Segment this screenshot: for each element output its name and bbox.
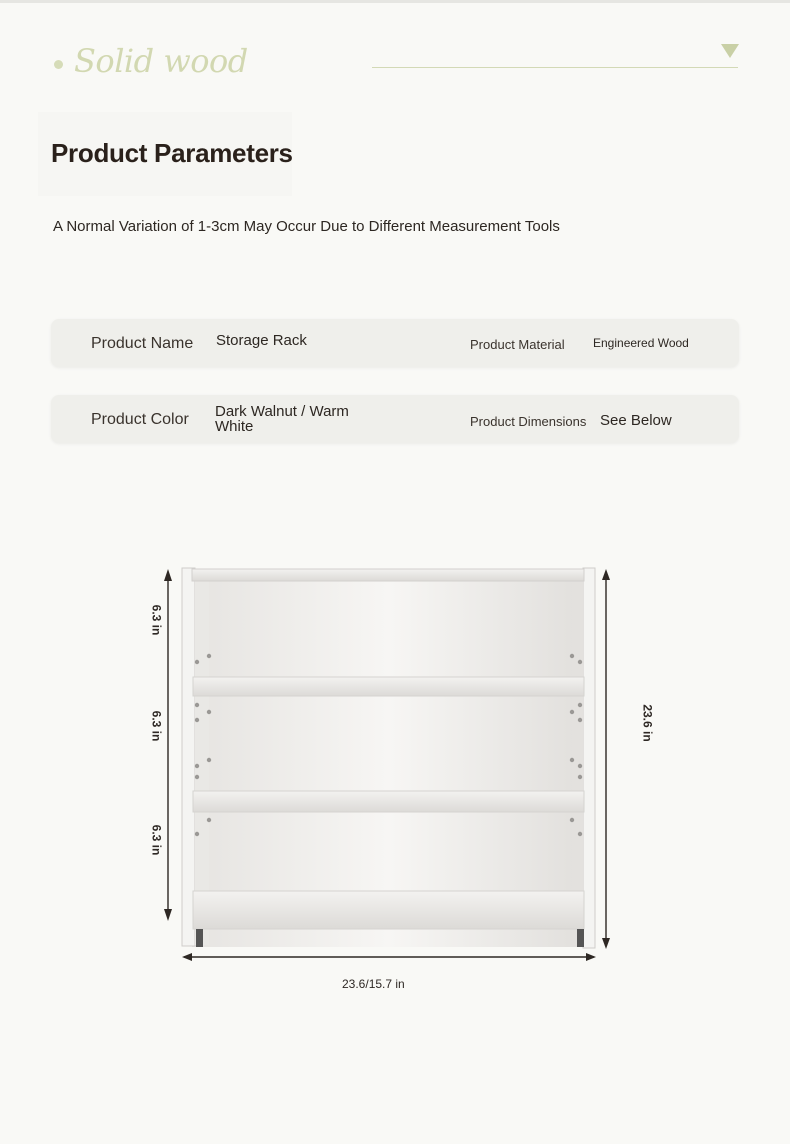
param-row-color-dimensions	[51, 395, 739, 443]
rack-top-board	[192, 569, 584, 581]
height-label: 23.6 in	[640, 704, 655, 742]
rack-foot-right	[577, 929, 584, 947]
width-arrow	[182, 953, 596, 961]
width-label: 23.6/15.7 in	[342, 977, 405, 991]
product-color-value: Dark Walnut / Warm White	[215, 403, 349, 435]
product-dimension-figure	[140, 555, 670, 1005]
rack-bottom-shelf	[193, 891, 584, 929]
product-dimensions-label: Product Dimensions	[470, 414, 587, 429]
header-rule	[372, 67, 738, 68]
top-divider	[0, 0, 790, 3]
product-color-label: Product Color	[91, 411, 189, 428]
rack-back-panel	[192, 569, 586, 947]
product-name-label: Product Name	[91, 335, 194, 352]
product-material-label: Product Material	[470, 337, 565, 352]
height-arrow	[602, 569, 610, 949]
product-material-value: Engineered Wood	[593, 336, 689, 350]
brand-title: Solid wood	[74, 42, 248, 80]
product-name-value: Storage Rack	[216, 332, 307, 349]
bullet-dot-icon	[54, 60, 63, 69]
storage-rack-illustration	[140, 555, 670, 1005]
triangle-down-icon	[721, 44, 739, 58]
shelf-gap-label-3: 6.3 in	[149, 824, 164, 856]
section-title: Product Parameters	[51, 138, 293, 168]
rack-shelf-2	[193, 791, 584, 812]
rack-left-panel	[182, 568, 195, 946]
shelf-gap-arrow	[164, 569, 172, 921]
param-row-name-material	[51, 319, 739, 367]
rack-right-panel	[583, 568, 595, 948]
product-dimensions-value: See Below	[600, 412, 672, 429]
measurement-note: A Normal Variation of 1-3cm May Occur Due to Different Measurement Tools	[53, 218, 560, 235]
shelf-gap-label-2: 6.3 in	[149, 710, 164, 742]
shelf-gap-label-1: 6.3 in	[149, 604, 164, 636]
rack-shelf-1	[193, 677, 584, 696]
rack-foot-left	[196, 929, 203, 947]
